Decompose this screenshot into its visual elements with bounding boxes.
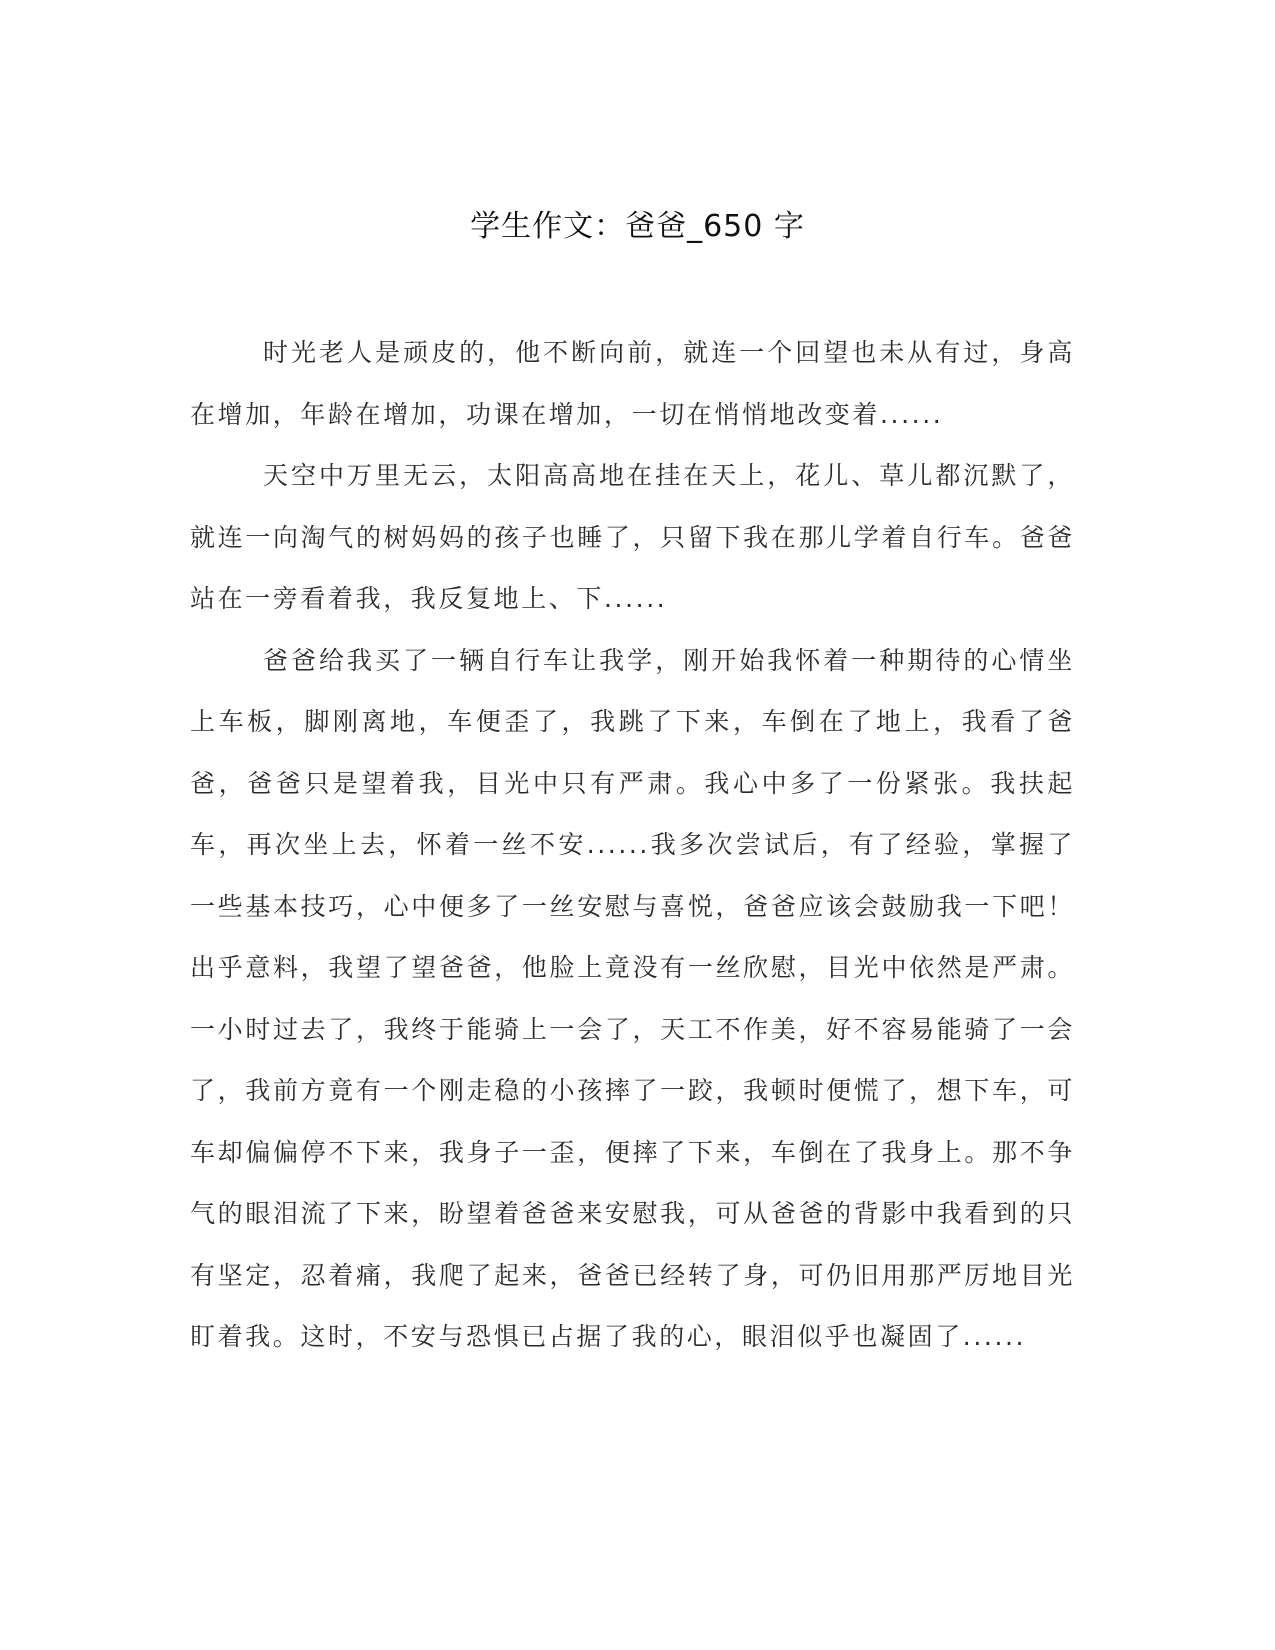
paragraph-2: 天空中万里无云，太阳高高地在挂在天上，花儿、草儿都沉默了，就连一向淘气的树妈妈的孩子也睡了，只留下我在那儿学着自行车。爸爸站在一旁看着我，我反复地上、下...... (190, 461, 1075, 613)
paragraph-3: 爸爸给我买了一辆自行车让我学，刚开始我怀着一种期待的心情坐上车板，脚刚离地，车便歪了，我跳了下来，车倒在了地上，我看了爸爸，爸爸只是望着我，目光中只有严肃。我心中多了一份紧张。我扶起车，再次坐上去，怀着一丝不安......我多次尝试后，有了经验，掌握了一些基本技巧，心中便多了一丝安慰与喜悦，爸爸应该会鼓励我一下吧！出乎意料，我望了望爸爸，他脸上竟没有一丝欣慰，目光中依然是严肃。一小时过去了，我终于能骑上一会了，天工不作美，好不容易能骑了一会了，我前方竟有一个刚走稳的小孩摔了一跤，我顿时便慌了，想下车，可车却偏偏停不下来，我身子一歪，便摔了下来，车倒在了我身上。那不争气的眼泪流了下来，盼望着爸爸来安慰我，可从爸爸的背影中我看到的只有坚定，忍着痛，我爬了起来，爸爸已经转了身，可仍旧用那严厉地目光盯着我。这时，不安与恐惧已占据了我的心，眼泪似乎也凝固了...... (190, 645, 1075, 1351)
document-body (190, 322, 1075, 1368)
document-title: 学生作文：爸爸_650 字 (470, 209, 805, 244)
paragraph-1: 时光老人是顽皮的，他不断向前，就连一个回望也未从有过，身高在增加，年龄在增加，功课在增加，一切在悄悄地改变着...... (190, 338, 1075, 429)
